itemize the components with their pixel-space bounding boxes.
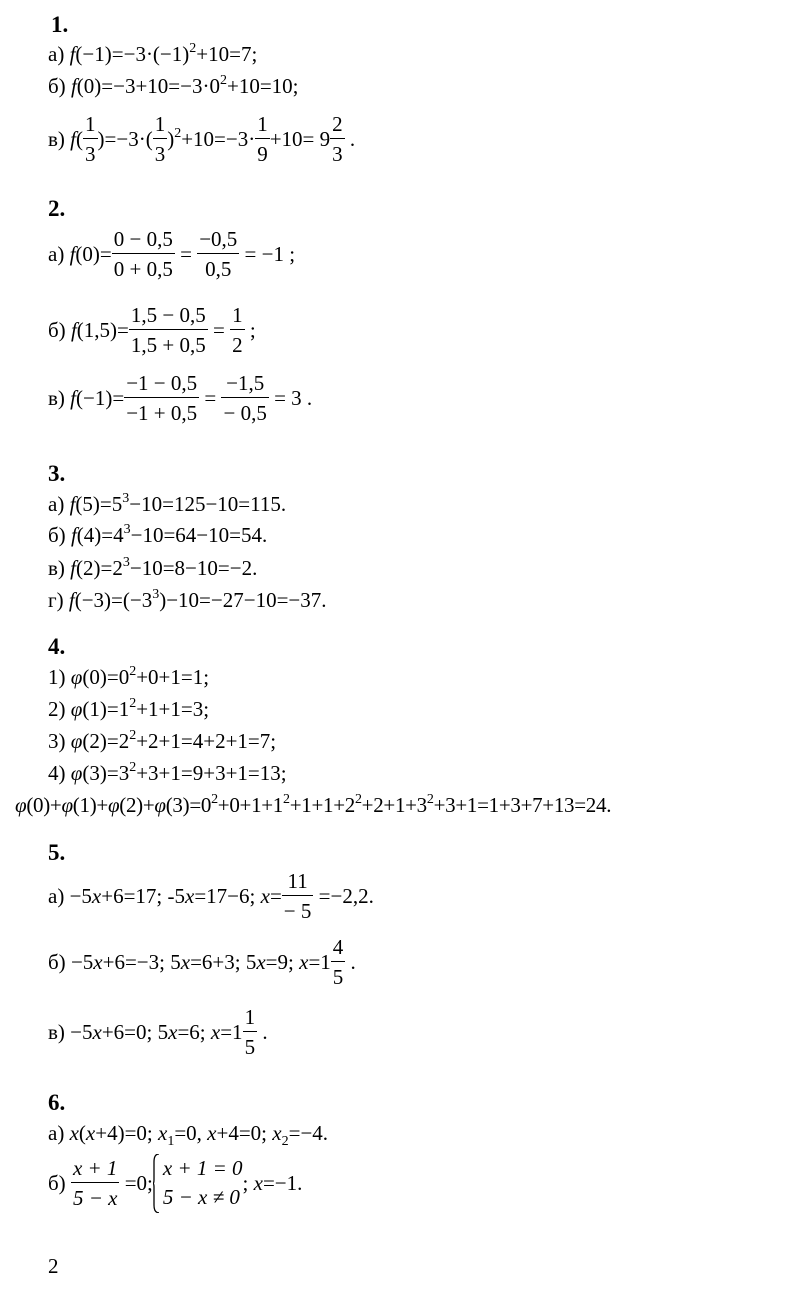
s5-line-c: в) −5x+6=0; 5x=6; x=1 $\frac{1}{5}$ . <box>48 1005 268 1060</box>
fraction: $\frac{2}{3}$ <box>332 112 343 167</box>
fraction: $\frac{1}{2}$ <box>232 303 243 358</box>
fraction: $\frac{1}{5}$ <box>244 1005 256 1060</box>
brace-icon <box>153 1154 159 1213</box>
fraction: $\frac{-0,5}{0,5}$ <box>199 227 238 282</box>
section-1-heading: 1. <box>51 12 69 37</box>
s3-line-c: в) $f(2)=2^3-10=8-10=-2$. <box>48 555 258 580</box>
s2-line-b: б) f(1,5)= $\frac{1,5 - 0,5}{1,5 + 0,5}$ = $\frac{1}{2}$ ; <box>48 303 256 358</box>
s4-line-4: 4) $\varphi(3)=3^2+3+1=9+3+1=13$; <box>48 760 287 785</box>
fraction: $\frac{-1,5}{- 0,5}$ <box>223 371 267 426</box>
fraction: $\frac{1,5 - 0,5}{1,5 + 0,5}$ <box>130 303 206 358</box>
s4-line-1: 1) $\varphi(0)=0^2+0+1=1$; <box>48 664 210 689</box>
s5-line-a: а) −5x+6=17; -5x=17−6; x= $\frac{11}{- 5}$ =−2,2. <box>48 869 374 924</box>
section-3-heading: 3. <box>48 461 66 486</box>
section-5-heading: 5. <box>48 840 66 865</box>
fraction: $\frac{11}{- 5}$ <box>283 869 312 924</box>
s1-line-b: б) $f(0)=-3+10=-3\cdot 0^2+10=10$; <box>48 73 299 98</box>
s3-line-d: г) $f(-3)=(-3^3)-10=-27-10=-37$. <box>48 587 327 612</box>
s1-line-a: а) $f(-1)=-3\cdot(-1)^2+10=7$; <box>48 41 258 66</box>
s4-line-2: 2) $\varphi(1)=1^2+1+1=3$; <box>48 696 210 721</box>
s3-line-b: б) $f(4)=4^3-10=64-10=54$. <box>48 522 268 547</box>
s6-line-a: а) x(x+4)=0; $x_1=0$, x+4=0; $x_2=-4$. <box>48 1121 329 1149</box>
fraction: $\frac{1}{3}$ <box>85 112 96 167</box>
fraction: $\frac{1}{3}$ <box>154 112 166 167</box>
s2-line-c: в) f(−1)= $\frac{-1 - 0,5}{-1 + 0,5}$ = $\frac{-1,5}{- 0,5}$ = 3 . <box>48 371 313 426</box>
s3-line-a: а) $f(5)=5^3-10=125-10=115$. <box>48 491 287 516</box>
fraction: $\frac{-1 - 0,5}{-1 + 0,5}$ <box>126 371 198 426</box>
s2-line-a: а) f(0)= $\frac{0 - 0,5}{0 + 0,5}$ = $\frac{-0,5}{0,5}$ = −1 ; <box>48 227 296 282</box>
s5-line-b: б) −5x+6=−3; 5x=6+3; 5x=9; x=1 $\frac{4}{5}$ . <box>48 935 356 990</box>
s1-line-c: в) f( $\frac{1}{3}$ )=−3·( $\frac{1}{3}$ )$^2$+10=−3· $\frac{1}{9}$ +10= 9 $\frac{2}{3}$ . <box>48 112 356 167</box>
section-6-heading: 6. <box>48 1090 66 1115</box>
s6-line-b: б) $\frac{x + 1}{5 - x}$ =0; x + 1 = 0 5 − x ≠ 0 ; x=−1. <box>48 1156 302 1215</box>
equation-system: x + 1 = 0 5 − x ≠ 0 <box>153 1154 243 1213</box>
fraction: $\frac{0 - 0,5}{0 + 0,5}$ <box>113 227 173 282</box>
fraction: $\frac{1}{9}$ <box>257 112 268 167</box>
section-4-heading: 4. <box>48 634 66 659</box>
s4-line-3: 3) $\varphi(2)=2^2+2+1=4+2+1=7$; <box>48 728 277 753</box>
section-2-heading: 2. <box>48 196 66 221</box>
fraction: $\frac{4}{5}$ <box>332 935 344 990</box>
fraction: $\frac{x + 1}{5 - x}$ <box>72 1156 118 1211</box>
s4-sum-line: $\varphi(0)+\varphi(1)+\varphi(2)+\varphi(3)=0^2+0+1+1^2+1+1+2^2+2+1+3^2+3+1=1+3+7+13=24$. <box>15 792 612 817</box>
page-number: 2 <box>48 1254 59 1278</box>
